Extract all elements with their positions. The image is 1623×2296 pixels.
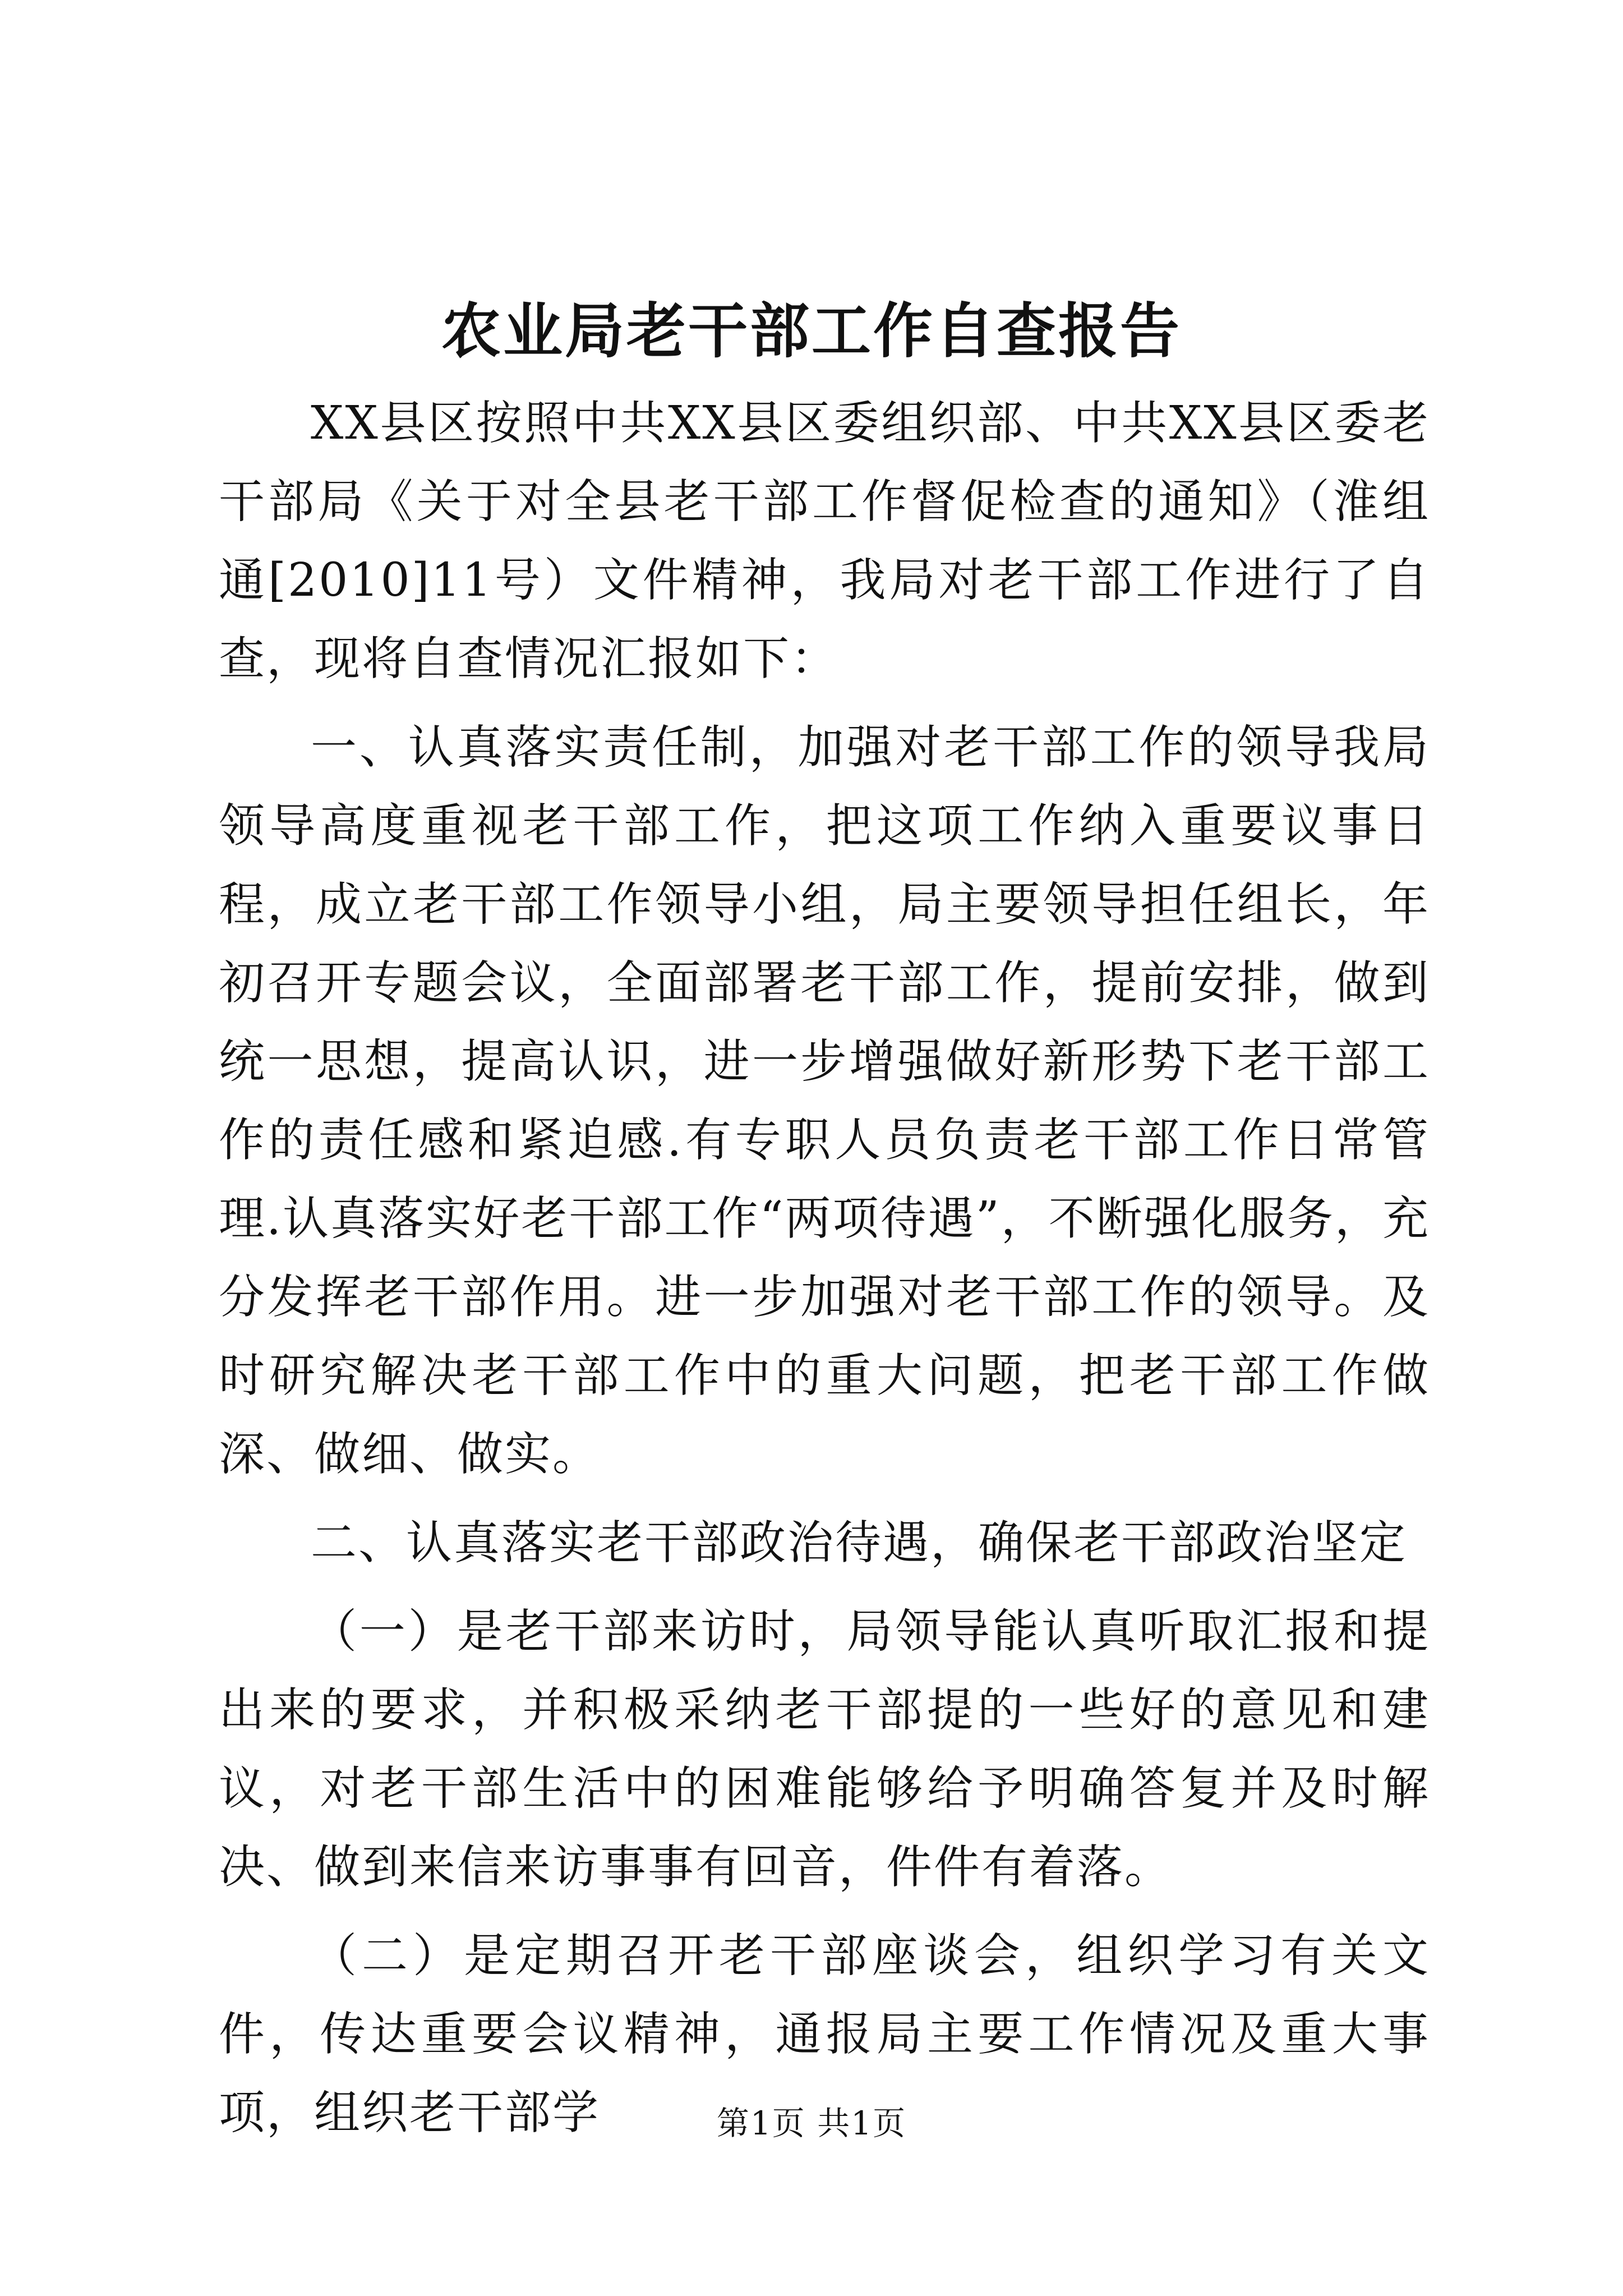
paragraph-gap (219, 1907, 1430, 1917)
paragraph-item-one: （一）是老干部来访时，局领导能认真听取汇报和提出来的要求，并积极采纳老干部提的一些好的意见和建议，对老干部生活中的困难能够给予明确答复并及时解决、做到来信来访事事有回音，件件有着落。 (219, 1605, 1430, 1894)
document-body (219, 384, 1430, 2152)
paragraph-gap (219, 698, 1430, 708)
paragraph-section-one: 一、认真落实责任制，加强对老干部工作的领导我局领导高度重视老干部工作，把这项工作纳入重要议事日程，成立老干部工作领导小组，局主要领导担任组长，年初召开专题会议，全面部署老干部工作，提前安排，做到统一思想，提高认识，进一步增强做好新形势下老干部工作的责任感和紧迫感.有专职人员负责老干部工作日常管理.认真落实好老干部工作“两项待遇”，不断强化服务，充分发挥老干部作用。进一步加强对老干部工作的领导。及时研究解决老干部工作中的重大问题，把老干部工作做深、做细、做实。 (219, 721, 1430, 1481)
paragraph-item-two: （二）是定期召开老干部座谈会，组织学习有关文件，传达重要会议精神，通报局主要工作情况及重大事项，组织老干部学 (219, 1929, 1430, 2139)
paragraph-section-two-heading: 二、认真落实老干部政治待遇，确保老干部政治坚定 (311, 1516, 1408, 1570)
paragraph-gap (219, 1494, 1430, 1504)
paragraph-intro: XX县区按照中共XX县区委组织部、中共XX县区委老干部局《关于对全县老干部工作督促检查的通知》（淮组通[2010]11号）文件精神，我局对老干部工作进行了自查，现将自查情况汇报如下： (219, 397, 1430, 685)
document-title: 农业局老干部工作自查报告 (441, 296, 1182, 366)
paragraph-gap (219, 1582, 1430, 1593)
page-footer: 第1页 共1页 (716, 2104, 907, 2142)
